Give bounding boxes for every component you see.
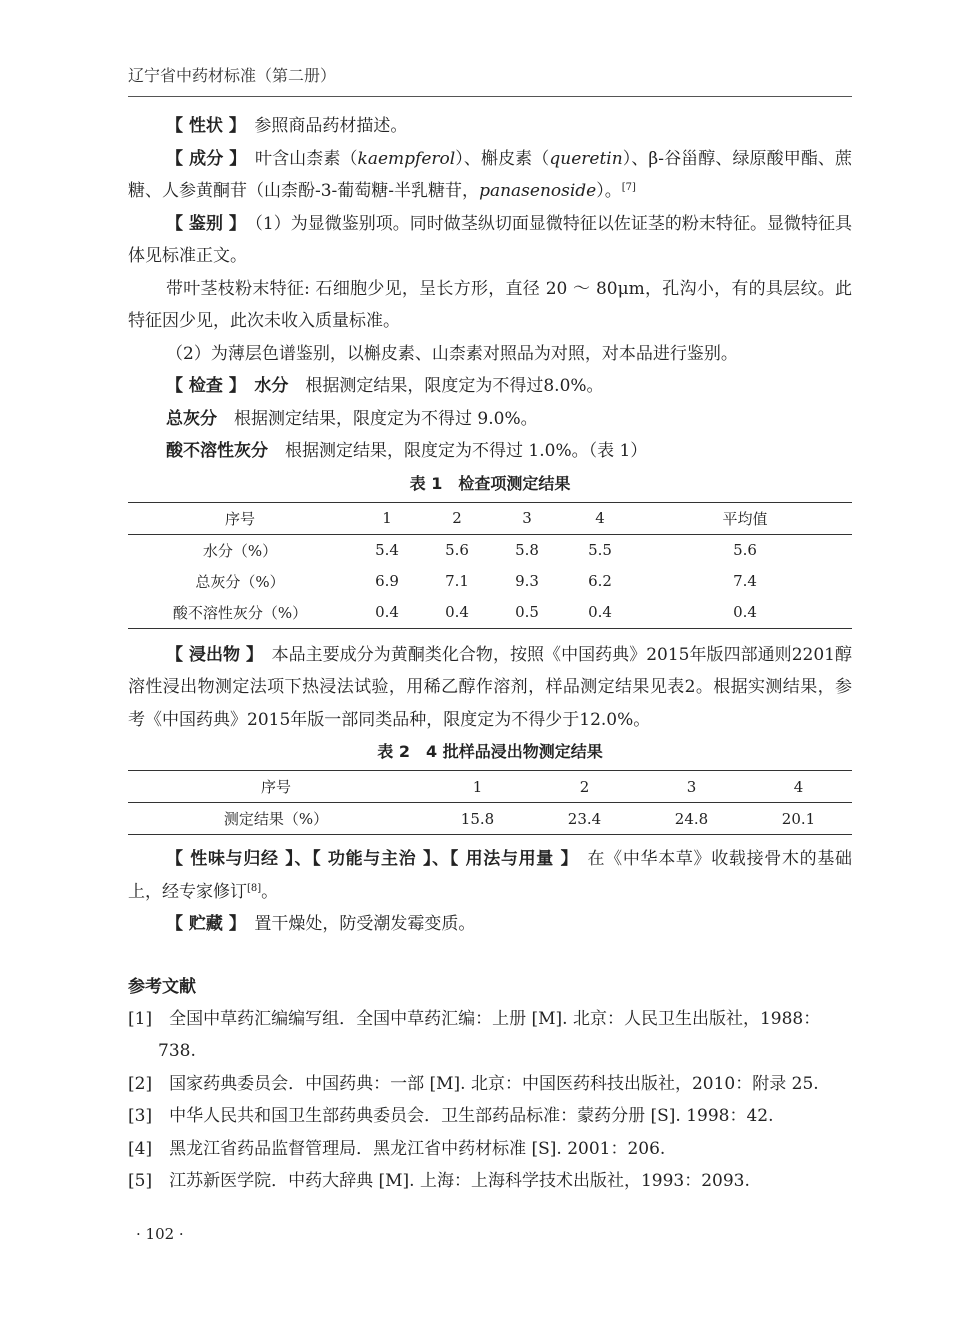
section-label: 【 浸出物 】 [166, 644, 255, 665]
reference-item: [3] 中华人民共和国卫生部药典委员会．卫生部药品标准：蒙药分册 [S]. 1998：42. [128, 1106, 774, 1126]
table1 [128, 502, 852, 629]
table-header-cell: 4 [793, 777, 804, 796]
section-chengfen [128, 143, 852, 208]
table-cell: 5.8 [515, 541, 539, 559]
subitem-text: 根据测定结果，限度定为不得过8.0%。 [288, 376, 604, 396]
text-run: ）。 [596, 181, 622, 201]
section-text: 参照商品药材描述。 [237, 116, 408, 136]
reference-item: [2] 国家药典委员会．中国药典：一部 [M]. 北京：中国医药科技出版社，2010：附录 25. [128, 1073, 819, 1094]
table-cell: 0.4 [588, 603, 612, 621]
table-cell: 0.5 [515, 603, 539, 621]
table-cell: 7.4 [733, 572, 757, 590]
table-cell: 0.4 [445, 603, 469, 621]
table-row [128, 597, 852, 629]
reference-item: [4] 黑龙江省药品监督管理局．黑龙江省中药材标准 [S]. 2001：206. [128, 1138, 666, 1159]
citation-ref: [7] [621, 182, 636, 193]
reference-item: [1] 全国中草药汇编编写组．全国中草药汇编：上册 [M]. 北京：人民卫生出版社，1988：738. [128, 1008, 821, 1061]
table-header-cell: 1 [472, 777, 483, 796]
table-row [128, 534, 852, 566]
reference-item: [5] 江苏新医学院．中药大辞典 [M]. 上海：上海科学技术出版社，1993：2093. [128, 1171, 750, 1191]
section-label: 【 贮藏 】 [166, 914, 238, 934]
subitem-text: 根据测定结果，限度定为不得过 1.0%。（表 1） [268, 441, 648, 461]
table-header-cell: 序号 [224, 509, 255, 528]
table-header-cell: 1 [382, 509, 392, 527]
table-cell: 酸不溶性灰分（%） [172, 603, 308, 622]
table-cell: 7.1 [445, 572, 469, 590]
table-cell: 5.6 [733, 541, 757, 559]
table-header-cell: 2 [452, 509, 462, 527]
table-cell: 6.2 [588, 572, 612, 590]
section-jianbie [128, 208, 852, 273]
running-header: 辽宁省中药材标准（第二册） [128, 64, 852, 97]
latin-name: panasenoside [479, 181, 597, 201]
section-label: 【 鉴别 】 [166, 213, 238, 234]
jianbie-paragraph-2: 带叶茎枝粉末特征: 石细胞少见，呈长方形，直径 20 ～ 80μm，孔沟小，有的具层纹。此特征因少见，此次未收入质量标准。 [128, 278, 852, 331]
table-cell: 5.5 [588, 541, 612, 559]
section-text: 在《中华本草》收载接骨木的基础上，经专家修订 [128, 849, 853, 902]
subitem-label: 总灰分 [166, 408, 217, 429]
section-label: 【 性状 】 [166, 116, 238, 136]
table-cell: 6.9 [375, 572, 399, 590]
main-content [128, 110, 852, 1198]
table-header-cell: 序号 [260, 778, 291, 796]
table-cell: 20.1 [781, 809, 816, 828]
text-run: ）、槲皮素（ [455, 148, 550, 169]
table-cell: 水分（%） [202, 541, 278, 560]
table1-caption: 表 1 检查项测定结果 [409, 473, 571, 493]
jiancha-acid-ash [128, 435, 852, 468]
text-run: ）、β-谷甾醇、绿原酸甲酯、蔗糖、人参黄酮苷（山柰酚-3-葡萄糖-半乳糖苷， [128, 148, 853, 201]
table-cell: 15.8 [460, 809, 495, 828]
table-row [128, 803, 852, 835]
text-run: 叶含山柰素（ [237, 148, 358, 169]
page-number: · 102 · [136, 1225, 184, 1243]
table-cell: 5.6 [445, 541, 469, 559]
citation-ref: [8] [247, 882, 262, 894]
table-header-cell: 3 [522, 509, 532, 527]
table-cell: 23.4 [567, 809, 602, 828]
table-cell: 0.4 [375, 603, 399, 621]
subitem-label: 水分 [237, 376, 289, 396]
section-text: 置干燥处，防受潮发霉变质。 [237, 914, 476, 934]
subitem-text: 根据测定结果，限度定为不得过 9.0%。 [217, 408, 538, 429]
section-label: 【 成分 】 [166, 148, 238, 169]
latin-name: kaempferol [357, 148, 456, 169]
section-xingzhuang [128, 110, 852, 143]
section-zhucang [128, 908, 852, 941]
table-header-cell: 3 [686, 777, 697, 796]
section-label: 【 性味与归经 】、【 功能与主治 】、【 用法与用量 】 [166, 849, 570, 869]
table-cell: 测定结果（%） [223, 810, 329, 828]
section-jiancha [128, 370, 852, 403]
section-xingwei [128, 843, 852, 908]
table-header-cell: 4 [595, 509, 605, 527]
text-run: 。 [261, 881, 279, 902]
jianbie-paragraph-3: （2）为薄层色谱鉴别，以槲皮素、山柰素对照品为对照，对本品进行鉴别。 [166, 343, 738, 364]
table-cell: 总灰分（%） [195, 572, 285, 591]
references-title: 参考文献 [128, 976, 196, 997]
table-row [128, 566, 852, 597]
jiancha-ash [128, 403, 852, 436]
table2-caption: 表 2 4 批样品浸出物测定结果 [377, 742, 603, 761]
table-header-cell: 2 [579, 777, 590, 796]
section-text: 本品主要成分为黄酮类化合物，按照《中国药典》2015年版四部通则2201醇溶性浸出物测定法项下热浸法试验，用稀乙醇作溶剂，样品测定结果见表2。根据实测结果，参考《中国药典》2015年版一部同类品种，限度定为不得少于12.0%。 [128, 644, 852, 730]
table-header-row [128, 502, 852, 534]
table-header-cell: 平均值 [722, 509, 768, 528]
latin-name: queretin [549, 148, 623, 169]
section-jinchuwu [128, 639, 852, 737]
section-text: （1）为显微鉴别项。同时做茎纵切面显微特征以佐证茎的粉末特征。显微特征具体见标准正文。 [128, 213, 852, 266]
section-label: 【 检查 】 [166, 376, 238, 396]
subitem-label: 酸不溶性灰分 [166, 441, 268, 461]
table-cell: 5.4 [375, 541, 399, 559]
table-cell: 24.8 [674, 809, 709, 828]
table2 [128, 770, 852, 835]
table-cell: 0.4 [733, 603, 757, 621]
table-header-row [128, 771, 852, 803]
table-cell: 9.3 [515, 572, 539, 590]
